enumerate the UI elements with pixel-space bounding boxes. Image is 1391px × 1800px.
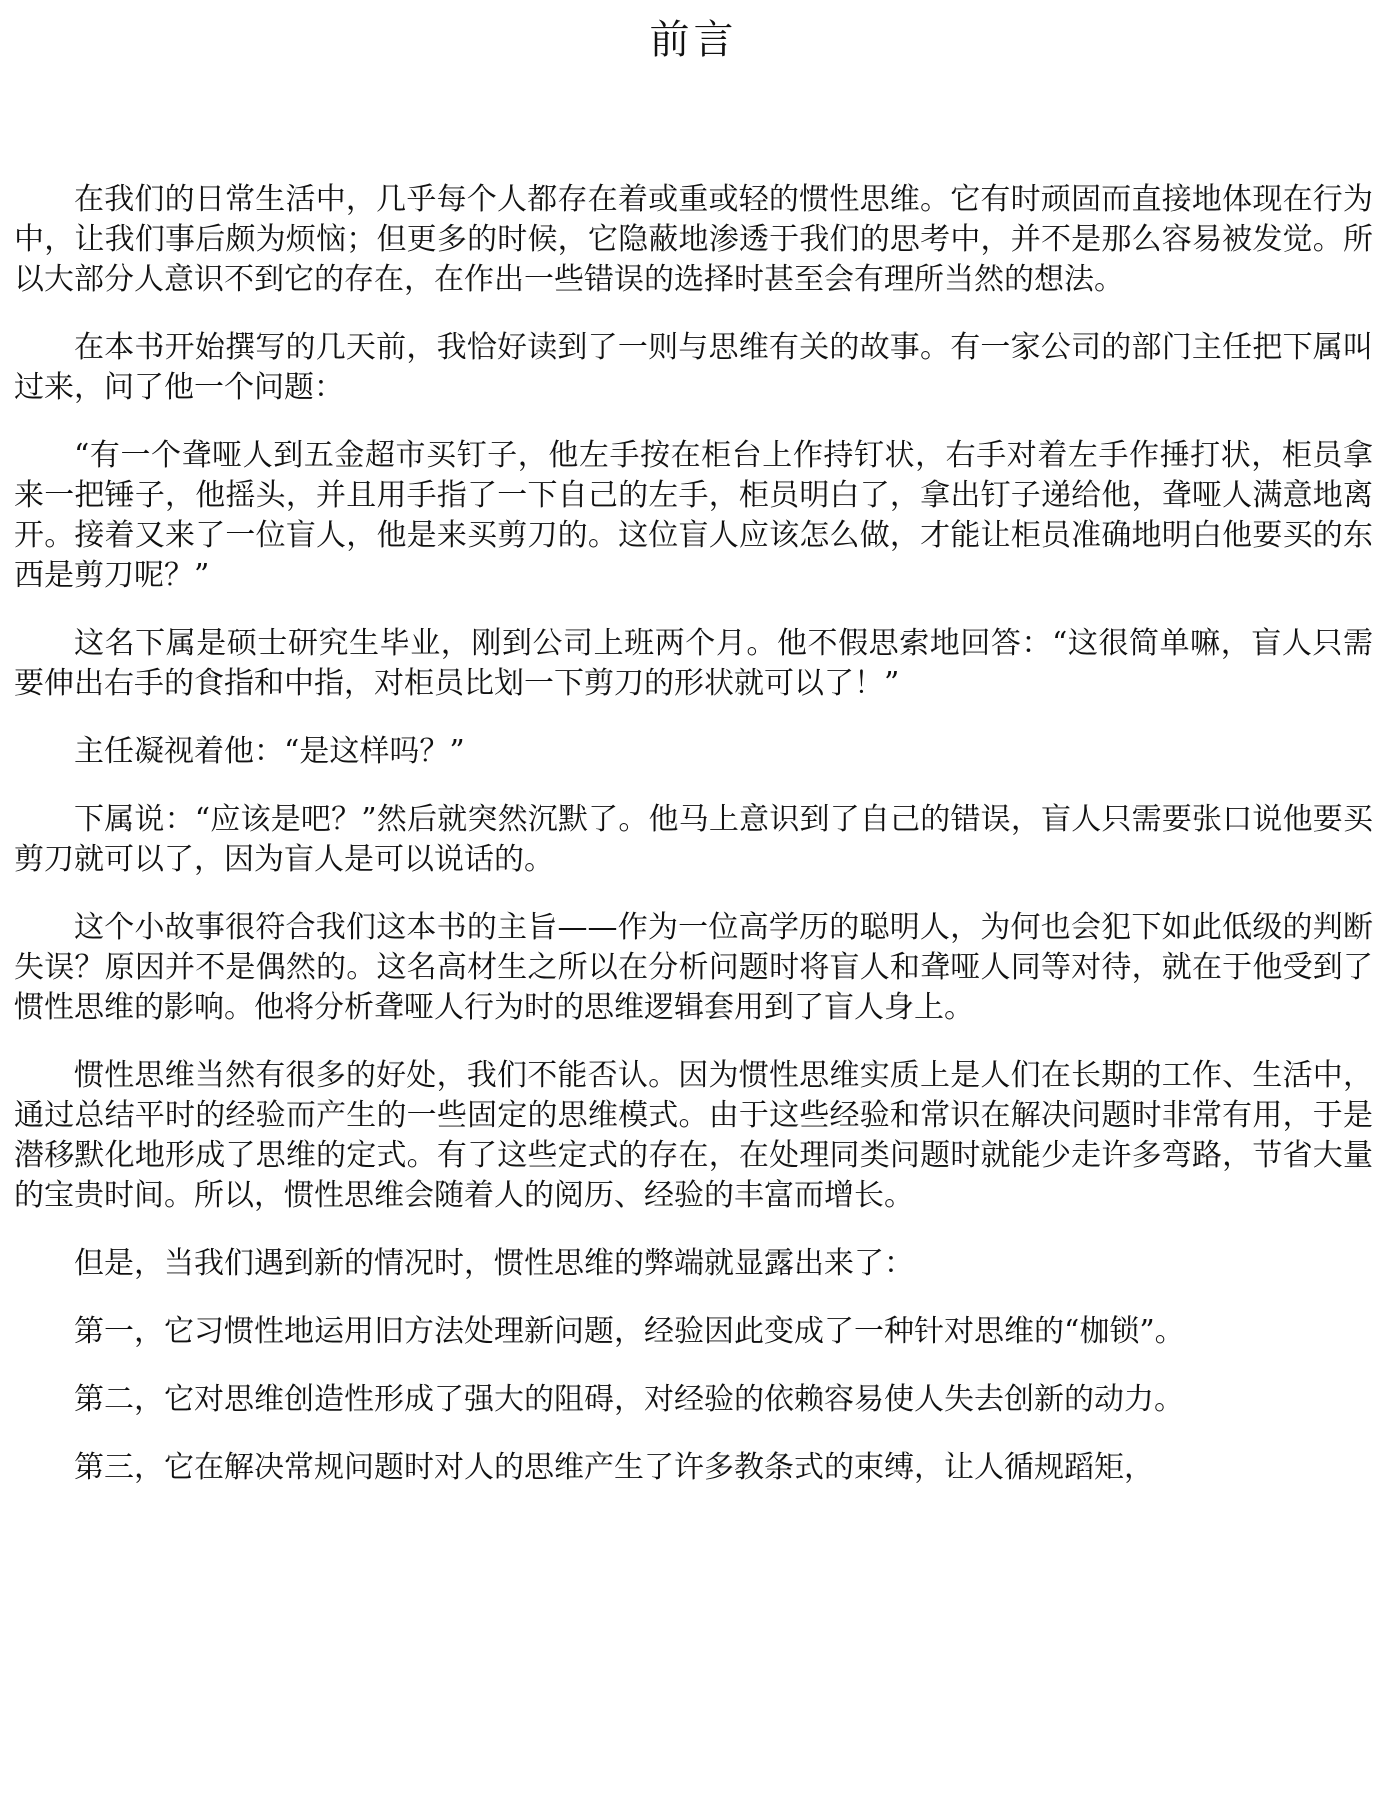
paragraph: “有一个聋哑人到五金超市买钉子，他左手按在柜台上作持钉状，右手对着左手作捶打状，柜员拿来一把锤子，他摇头，并且用手指了一下自己的左手，柜员明白了，拿出钉子递给他，聋哑人满意地离开。接着又来了一位盲人，他是来买剪刀的。这位盲人应该怎么做，才能让柜员准确地明白他要买的东西是剪刀呢？” (14, 438, 1373, 593)
paragraph: 惯性思维当然有很多的好处，我们不能否认。因为惯性思维实质上是人们在长期的工作、生活中，通过总结平时的经验而产生的一些固定的思维模式。由于这些经验和常识在解决问题时非常有用，于是潜移默化地形成了思维的定式。有了这些定式的存在，在处理同类问题时就能少走许多弯路，节省大量的宝贵时间。所以，惯性思维会随着人的阅历、经验的丰富而增长。 (14, 1058, 1373, 1213)
paragraph: 第二，它对思维创造性形成了强大的阻碍，对经验的依赖容易使人失去创新的动力。 (74, 1382, 1184, 1417)
body-text (14, 180, 1373, 1516)
paragraph: 这名下属是硕士研究生毕业，刚到公司上班两个月。他不假思索地回答：“这很简单嘛，盲人只需要伸出右手的食指和中指，对柜员比划一下剪刀的形状就可以了！” (14, 626, 1373, 701)
page-title: 前言 (649, 17, 738, 63)
paragraph: 在我们的日常生活中，几乎每个人都存在着或重或轻的惯性思维。它有时顽固而直接地体现在行为中，让我们事后颇为烦恼；但更多的时候，它隐蔽地渗透于我们的思考中，并不是那么容易被发觉。所以大部分人意识不到它的存在，在作出一些错误的选择时甚至会有理所当然的想法。 (14, 182, 1373, 297)
paragraph: 第三，它在解决常规问题时对人的思维产生了许多教条式的束缚，让人循规蹈矩， (74, 1450, 1154, 1485)
paragraph: 第一，它习惯性地运用旧方法处理新问题，经验因此变成了一种针对思维的“枷锁”。 (74, 1314, 1185, 1349)
paragraph: 下属说：“应该是吧？”然后就突然沉默了。他马上意识到了自己的错误，盲人只需要张口说他要买剪刀就可以了，因为盲人是可以说话的。 (14, 802, 1373, 877)
paragraph: 但是，当我们遇到新的情况时，惯性思维的弊端就显露出来了： (74, 1246, 914, 1281)
paragraph: 主任凝视着他：“是这样吗？” (74, 734, 465, 769)
paragraph: 在本书开始撰写的几天前，我恰好读到了一则与思维有关的故事。有一家公司的部门主任把下属叫过来，问了他一个问题： (14, 330, 1373, 405)
paragraph: 这个小故事很符合我们这本书的主旨——作为一位高学历的聪明人，为何也会犯下如此低级的判断失误？原因并不是偶然的。这名高材生之所以在分析问题时将盲人和聋哑人同等对待，就在于他受到了惯性思维的影响。他将分析聋哑人行为时的思维逻辑套用到了盲人身上。 (14, 910, 1373, 1025)
